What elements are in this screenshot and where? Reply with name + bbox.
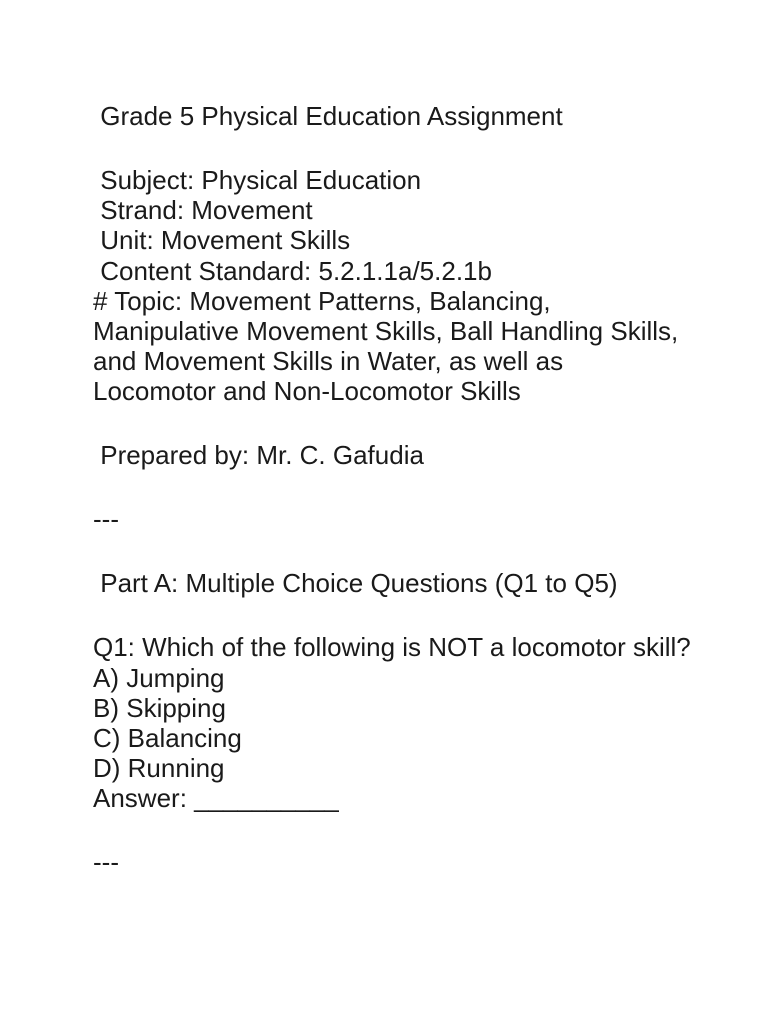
- spacer: [93, 471, 693, 505]
- topic-paragraph: # Topic: Movement Patterns, Balancing, Manipulative Movement Skills, Ball Handling Skills, and Movement Skills in Water, as well as Locomotor and Non-Locomotor Skills: [93, 285, 679, 407]
- spacer: [93, 535, 693, 569]
- prepared-by-line: Prepared by: Mr. C. Gafudia: [93, 440, 424, 471]
- option-b: B) Skipping: [93, 692, 226, 723]
- part-a-heading: Part A: Multiple Choice Questions (Q1 to Q5): [93, 568, 618, 599]
- divider: ---: [93, 847, 119, 878]
- option-d: D) Running: [93, 753, 225, 784]
- spacer: [93, 407, 693, 441]
- document-title: Grade 5 Physical Education Assignment: [93, 101, 563, 131]
- spacer: [93, 813, 693, 847]
- divider: ---: [93, 504, 119, 535]
- document-page: [93, 101, 693, 877]
- content-standard-line: Content Standard: 5.2.1.1a/5.2.1b: [93, 255, 492, 286]
- answer-line: Answer: __________: [93, 783, 339, 814]
- option-c: C) Balancing: [93, 722, 242, 753]
- spacer: [93, 599, 693, 633]
- strand-line: Strand: Movement: [93, 195, 313, 226]
- spacer: [93, 131, 693, 165]
- question-1: Q1: Which of the following is NOT a locomotor skill?: [93, 632, 691, 663]
- option-a: A) Jumping: [93, 662, 225, 693]
- subject-line: Subject: Physical Education: [93, 164, 422, 195]
- unit-line: Unit: Movement Skills: [93, 225, 351, 256]
